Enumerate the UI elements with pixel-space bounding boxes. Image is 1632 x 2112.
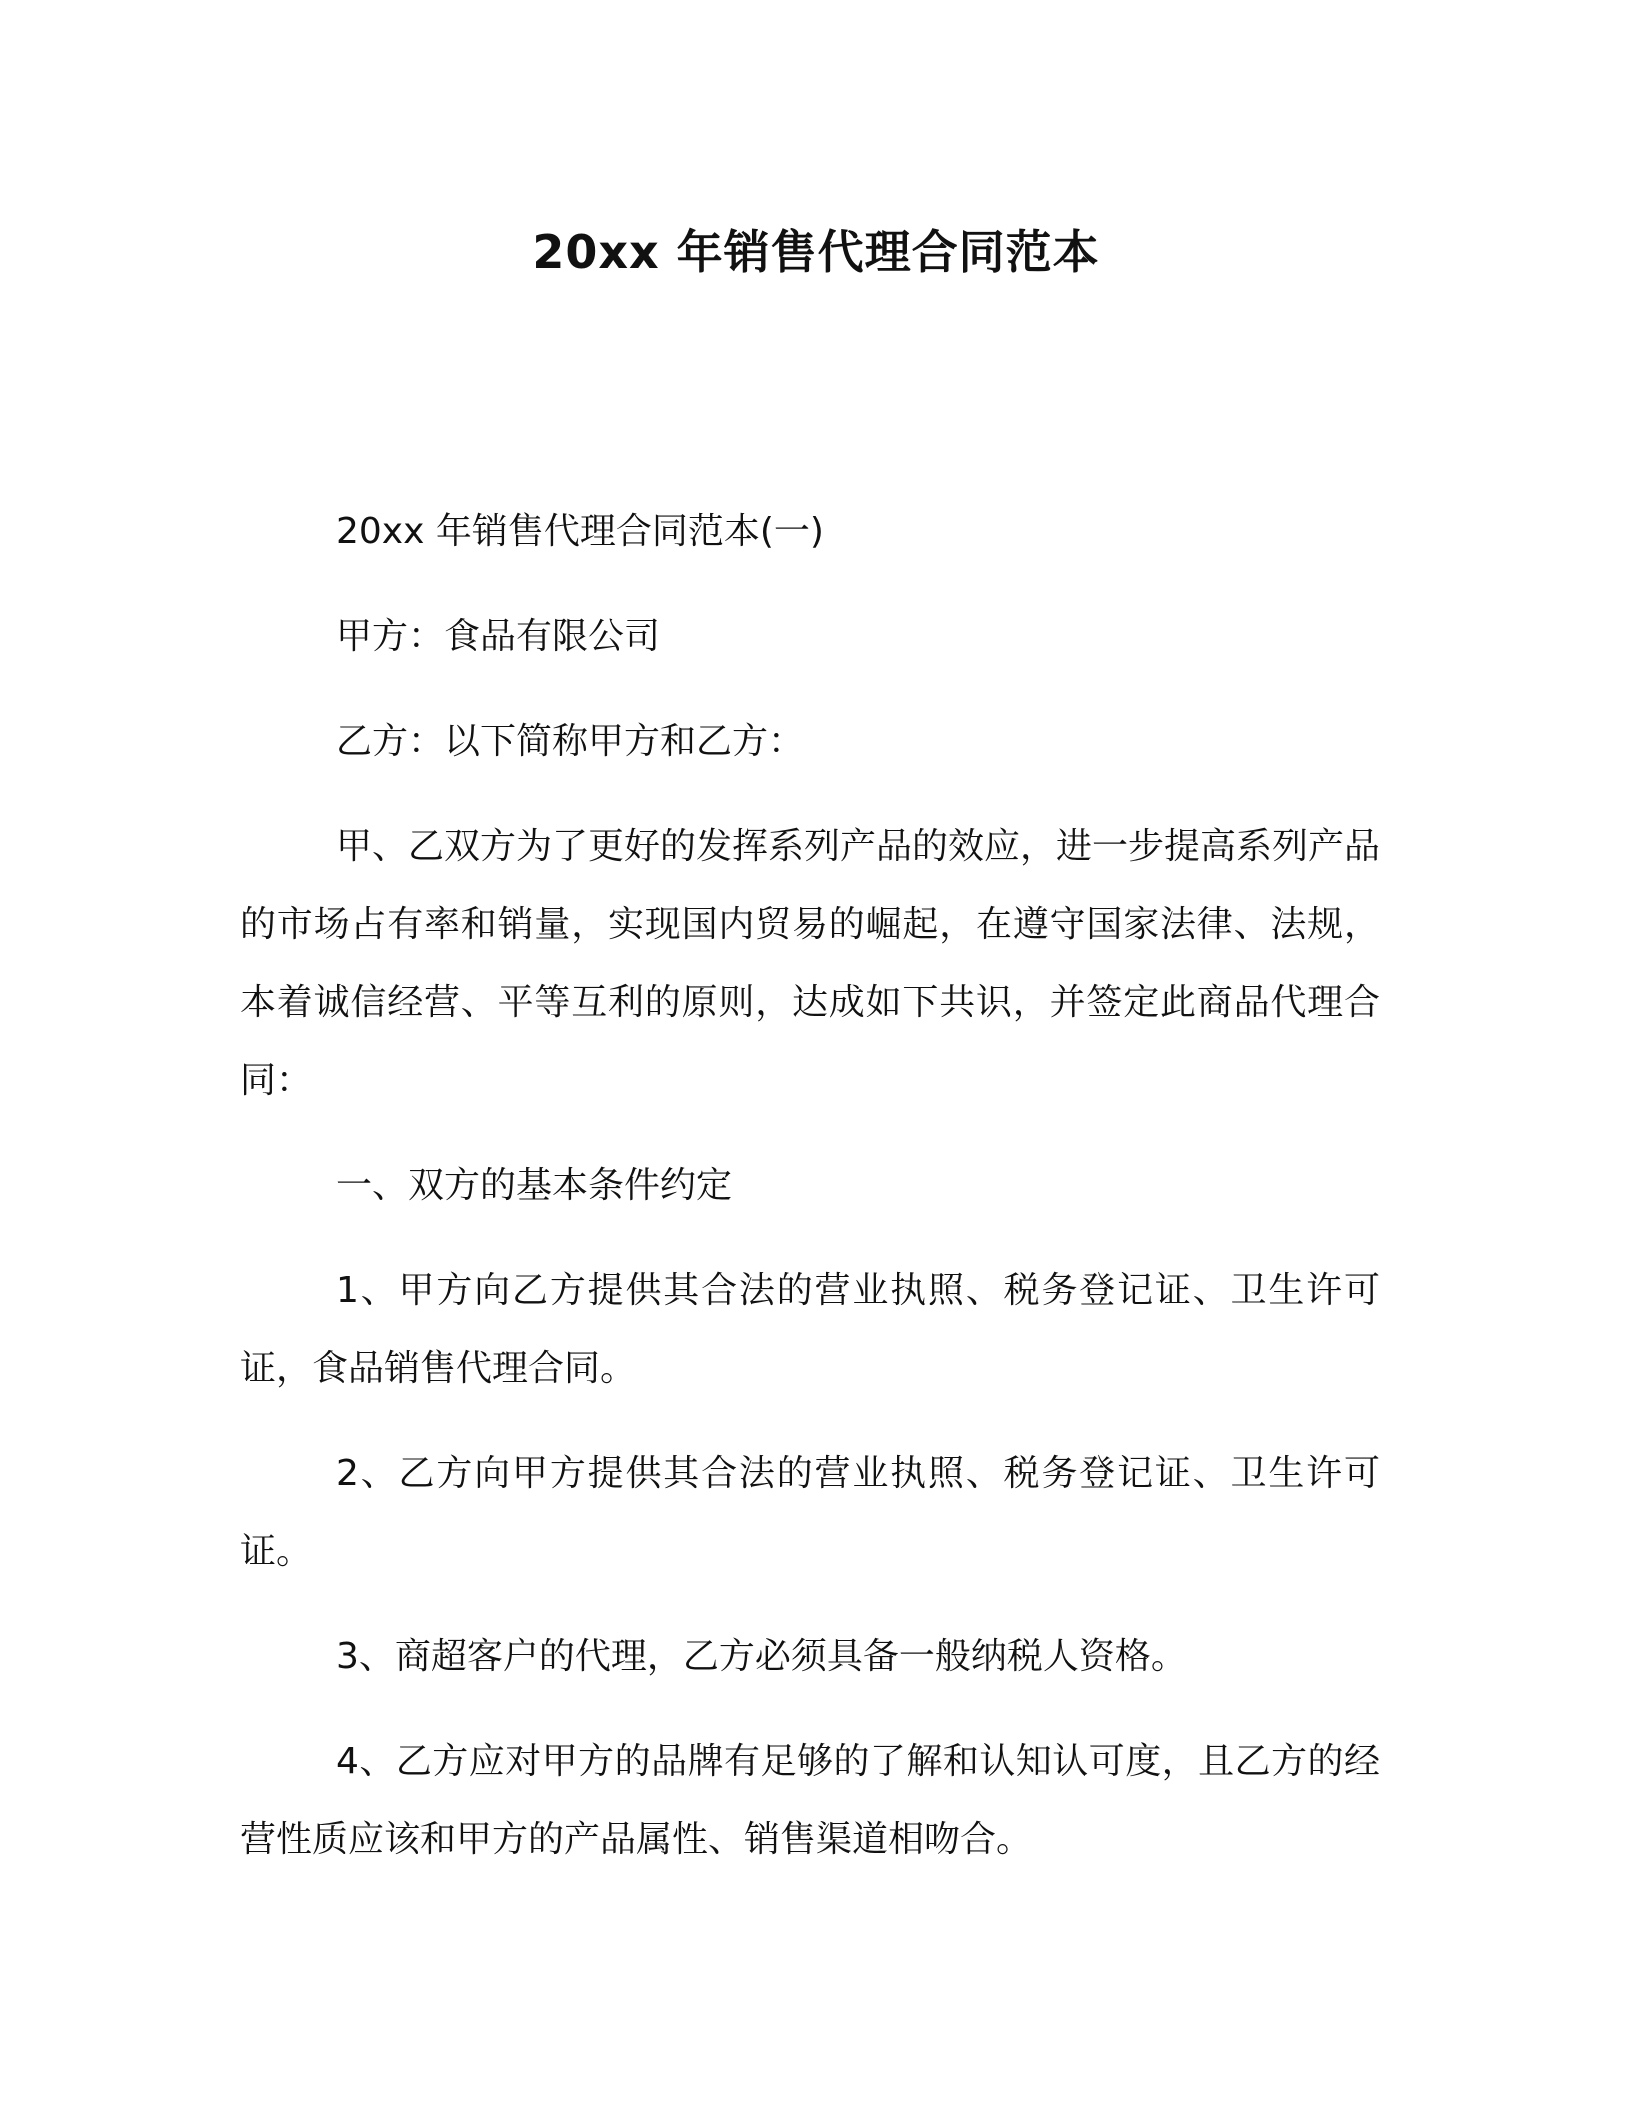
document-title: 20xx 年销售代理合同范本 (532, 225, 1100, 279)
clause-1: 1、甲方向乙方提供其合法的营业执照、税务登记证、卫生许可证，食品销售代理合同。 (240, 1270, 1380, 1389)
preamble-paragraph: 甲、乙双方为了更好的发挥系列产品的效应，进一步提高系列产品的市场占有率和销量，实现国内贸易的崛起，在遵守国家法律、法规，本着诚信经营、平等互利的原则，达成如下共识，并签定此商品代理合同： (240, 826, 1381, 1101)
document-body (240, 493, 1380, 1906)
clause-4: 4、乙方应对甲方的品牌有足够的了解和认知认可度，且乙方的经营性质应该和甲方的产品属性、销售渠道相吻合。 (240, 1741, 1380, 1860)
section-heading-1: 一、双方的基本条件约定 (336, 1165, 733, 1206)
clause-2: 2、乙方向甲方提供其合法的营业执照、税务登记证、卫生许可证。 (240, 1453, 1380, 1572)
party-b-line: 乙方：以下简称甲方和乙方： (336, 721, 805, 762)
clause-3: 3、商超客户的代理，乙方必须具备一般纳税人资格。 (336, 1636, 1187, 1677)
contract-subtitle: 20xx 年销售代理合同范本(一) (336, 511, 824, 552)
party-a-line: 甲方：食品有限公司 (336, 616, 661, 657)
